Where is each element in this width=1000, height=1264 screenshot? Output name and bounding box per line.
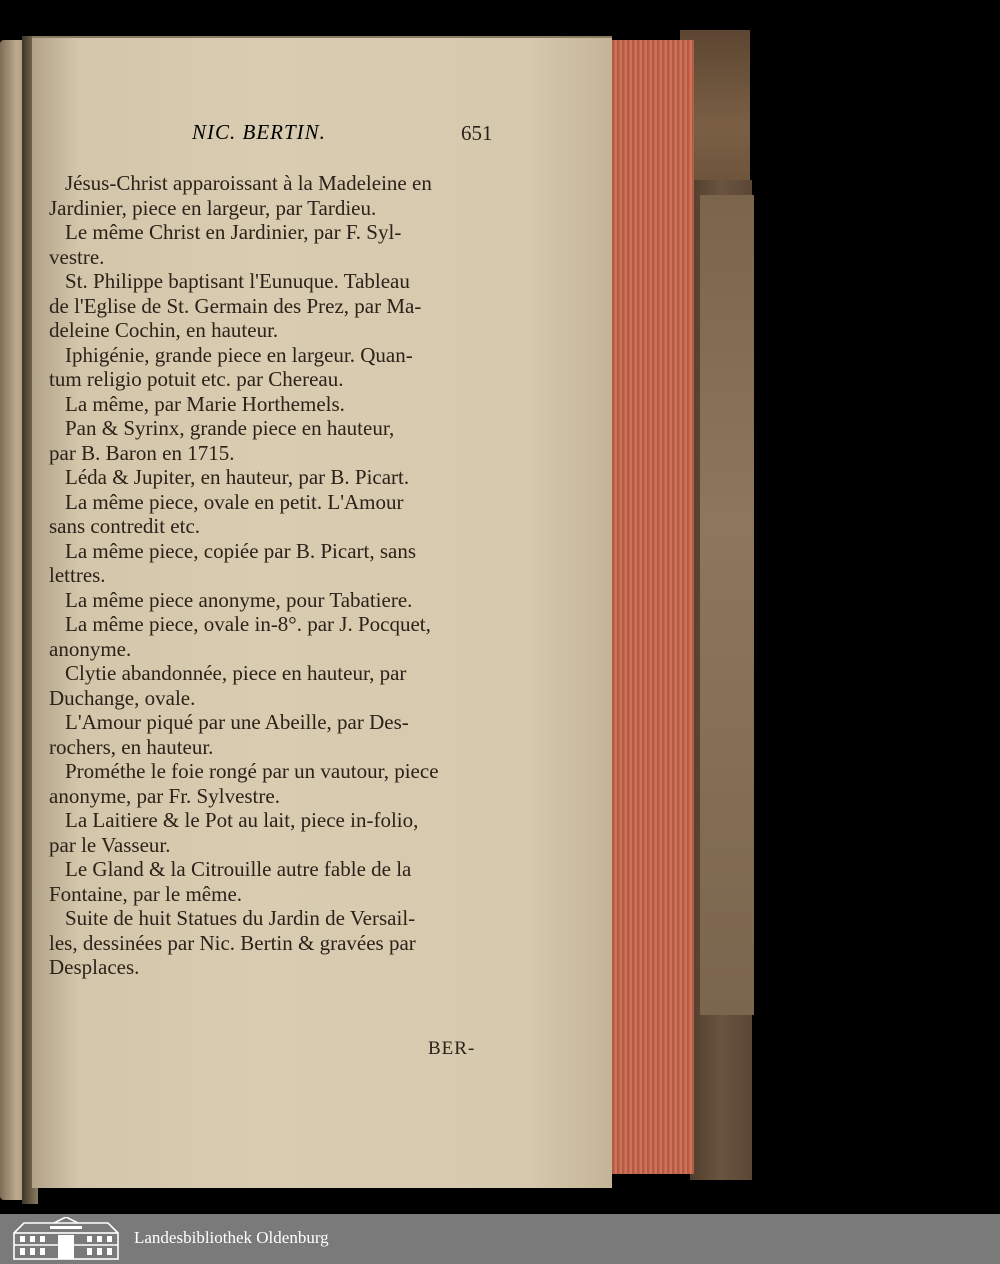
library-name: Landesbibliothek Oldenburg xyxy=(134,1228,329,1247)
entry-line: deleine Cochin, en hauteur. xyxy=(49,318,279,342)
entry-line: La même piece, ovale in-8°. par J. Pocquet, xyxy=(65,612,431,636)
entry-line: Jésus-Christ apparoissant à la Madeleine en xyxy=(65,171,432,195)
catalogue-entry xyxy=(49,857,499,906)
footer-bar xyxy=(0,1214,1000,1264)
catalogue-entry xyxy=(49,343,499,392)
entry-line: rochers, en hauteur. xyxy=(49,734,214,759)
entry-line: L'Amour piqué par une Abeille, par Des- xyxy=(65,710,409,734)
entry-line: anonyme, par Fr. Sylvestre. xyxy=(49,783,280,808)
book-cover-board xyxy=(700,195,754,1015)
entry-line: de l'Eglise de St. Germain des Prez, par Ma- xyxy=(49,293,422,318)
entry-line: Prométhe le foie rongé par un vautour, piece xyxy=(65,759,439,783)
entry-line: Le même Christ en Jardinier, par F. Syl- xyxy=(65,220,402,244)
catalogue-entry xyxy=(49,612,499,661)
entry-line: tum religio potuit etc. par Chereau. xyxy=(49,367,344,391)
entry-line: Desplaces. xyxy=(49,955,140,979)
catalogue-entry xyxy=(49,906,499,980)
catalogue-entry xyxy=(49,539,499,588)
catalogue-entry xyxy=(49,465,499,490)
page-number: 651 xyxy=(461,121,493,145)
catalogue-entry xyxy=(49,759,499,808)
entry-line: Fontaine, par le même. xyxy=(49,881,243,906)
entry-line: Suite de huit Statues du Jardin de Versail- xyxy=(65,906,416,930)
catalogue-entry xyxy=(49,710,499,759)
catalogue-entry xyxy=(49,392,499,417)
entry-line: La même piece anonyme, pour Tabatiere. xyxy=(65,587,413,612)
library-building-logo-icon xyxy=(10,1217,122,1261)
entry-line: La Laitiere & le Pot au lait, piece in-folio, xyxy=(65,808,419,832)
entry-line: Pan & Syrinx, grande piece en hauteur, xyxy=(65,416,395,440)
catalogue-entry xyxy=(49,808,499,857)
catalogue-entry xyxy=(49,661,499,710)
catalogue-entry xyxy=(49,269,499,343)
entry-line: Iphigénie, grande piece en largeur. Quan- xyxy=(65,342,413,367)
entry-line: Le Gland & la Citrouille autre fable de la xyxy=(65,857,412,881)
catalogue-entry xyxy=(49,220,499,269)
entry-line: les, dessinées par Nic. Bertin & gravées par xyxy=(49,930,416,955)
catalogue-entry xyxy=(49,588,499,613)
page-edges xyxy=(606,40,694,1174)
entry-line: sans contredit etc. xyxy=(49,514,201,538)
entry-line: La même piece, copiée par B. Picart, sans xyxy=(65,538,417,563)
entry-line: La même, par Marie Horthemels. xyxy=(65,391,345,416)
entry-line: par B. Baron en 1715. xyxy=(49,440,235,465)
entry-line: par le Vasseur. xyxy=(49,832,171,857)
entry-line: Duchange, ovale. xyxy=(49,685,196,710)
entry-line: Jardinier, piece en largeur, par Tardieu. xyxy=(49,195,377,220)
entry-line: anonyme. xyxy=(49,636,132,661)
entry-line: Clytie abandonnée, piece en hauteur, par xyxy=(65,661,407,685)
entry-line: lettres. xyxy=(49,563,106,587)
catalogue-entry xyxy=(49,490,499,539)
entry-line: La même piece, ovale en petit. L'Amour xyxy=(65,489,404,514)
entry-line: Léda & Jupiter, en hauteur, par B. Picart. xyxy=(65,465,410,489)
catalogue-entry xyxy=(49,171,499,220)
entry-line: vestre. xyxy=(49,244,105,269)
catchword: BER- xyxy=(428,1038,476,1059)
catalogue-entry xyxy=(49,416,499,465)
book-page xyxy=(32,36,612,1188)
running-head: NIC. BERTIN. xyxy=(192,120,326,144)
entry-line: St. Philippe baptisant l'Eunuque. Tableau xyxy=(65,269,410,293)
